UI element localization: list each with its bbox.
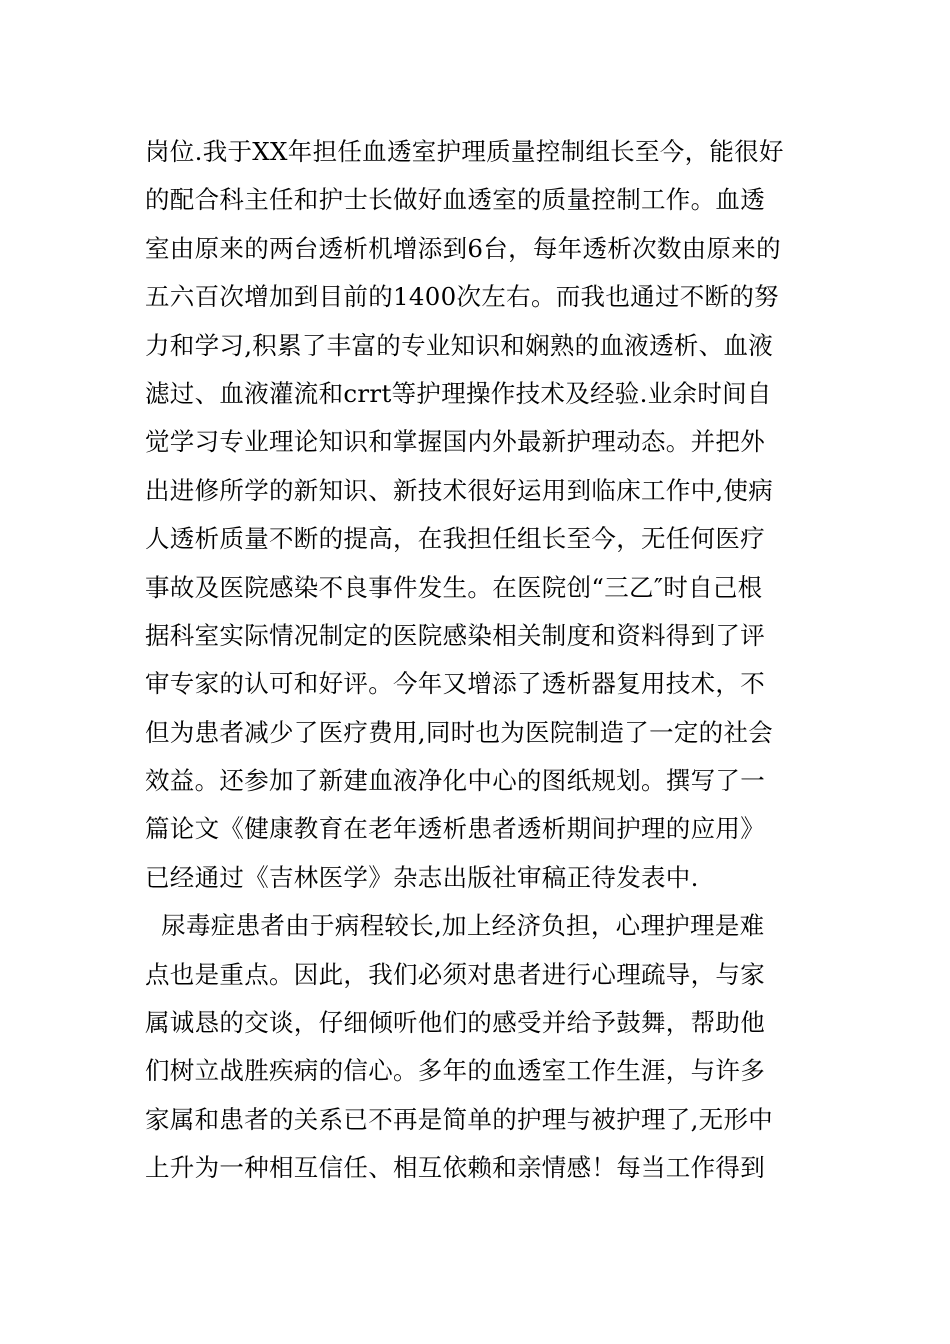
- text-line: 室由原来的两台透析机增添到6台，每年透析次数由原来的: [145, 233, 781, 263]
- text-line: 人透析质量不断的提高，在我担任组长至今，无任何医疗: [145, 524, 765, 554]
- text-line: 家属和患者的关系已不再是简单的护理与被护理了,无形中: [145, 1104, 774, 1134]
- text-line: 五六百次增加到目前的1400次左右。而我也通过不断的努: [145, 282, 779, 312]
- text-line: 的配合科主任和护士长做好血透室的质量控制工作。血透: [145, 185, 765, 215]
- text-line: 事故及医院感染不良事件发生。在医院创“三乙″时自己根: [145, 572, 763, 602]
- text-line: 们树立战胜疾病的信心。多年的血透室工作生涯，与许多: [145, 1056, 765, 1086]
- text-line: 上升为一种相互信任、相互依赖和亲情感！每当工作得到: [145, 1153, 765, 1183]
- text-line: 但为患者减少了医疗费用,同时也为医院制造了一定的社会: [145, 717, 774, 747]
- text-line: 力和学习,积累了丰富的专业知识和娴熟的血液透析、血液: [145, 330, 774, 360]
- text-line: 出进修所学的新知识、新技术很好运用到临床工作中,使病: [145, 475, 774, 505]
- text-line: 属诚恳的交谈，仔细倾听他们的感受并给予鼓舞，帮助他: [145, 1008, 765, 1038]
- text-line: 已经通过《吉林医学》杂志出版社审稿正待发表中.: [145, 862, 699, 892]
- text-line: 滤过、血液灌流和crrt等护理操作技术及经验.业余时间自: [145, 378, 772, 408]
- text-line: 岗位.我于XX年担任血透室护理质量控制组长至今，能很好: [145, 137, 784, 166]
- text-line: 尿毒症患者由于病程较长,加上经济负担，心理护理是难: [145, 911, 765, 941]
- text-line: 据科室实际情况制定的医院感染相关制度和资料得到了评: [145, 620, 765, 650]
- text-line: 效益。还参加了新建血液净化中心的图纸规划。撰写了一: [145, 766, 765, 796]
- text-line: 点也是重点。因此，我们必须对患者进行心理疏导，与家: [145, 959, 765, 989]
- text-line: 审专家的认可和好评。今年又增添了透析器复用技术，不: [145, 669, 765, 699]
- text-line: 篇论文《健康教育在老年透析患者透析期间护理的应用》: [145, 814, 765, 844]
- document-body: [145, 128, 810, 1193]
- text-line: 觉学习专业理论知识和掌握国内外最新护理动态。并把外: [145, 427, 765, 457]
